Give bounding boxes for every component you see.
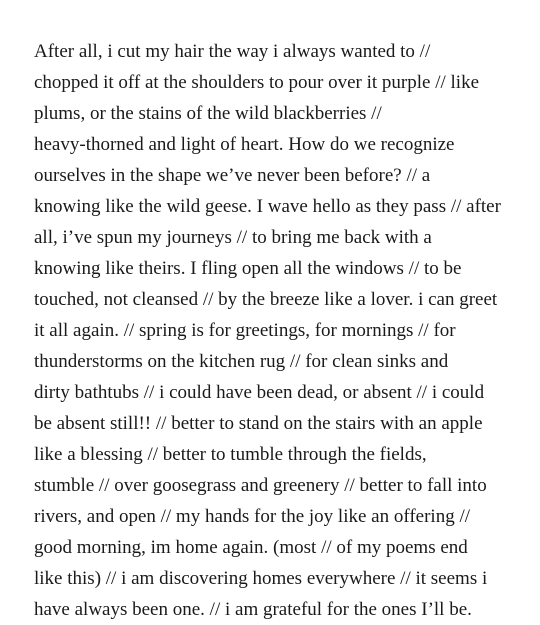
poem-line: have always been one. // i am grateful for the ones I’ll be. (34, 599, 472, 620)
poem-line: stumble // over goosegrass and greenery // better to fall into (34, 475, 487, 496)
poem-line: ourselves in the shape we’ve never been before? // a (34, 165, 431, 186)
poem-line: knowing like the wild geese. I wave hello as they pass // after (34, 196, 501, 217)
poem-line: all, i’ve spun my journeys // to bring me back with a (34, 227, 432, 248)
poem-line: thunderstorms on the kitchen rug // for clean sinks and (34, 351, 449, 372)
poem-line: like this) // i am discovering homes everywhere // it seems i (34, 568, 488, 589)
poem-line: plums, or the stains of the wild blackberries // (34, 103, 382, 124)
poem-line: be absent still!! // better to stand on the stairs with an apple (34, 413, 483, 434)
poem-line: like a blessing // better to tumble through the fields, (34, 444, 427, 465)
poem-line: knowing like theirs. I fling open all the windows // to be (34, 258, 462, 279)
poem-line: dirty bathtubs // i could have been dead, or absent // i could (34, 382, 485, 403)
poem-text-block (34, 36, 514, 625)
poem-line: chopped it off at the shoulders to pour over it purple // like (34, 72, 479, 93)
poem-line: rivers, and open // my hands for the joy like an offering // (34, 506, 471, 527)
poem-line: After all, i cut my hair the way i always wanted to // (34, 41, 431, 62)
poem-line: heavy-thorned and light of heart. How do we recognize (34, 134, 455, 155)
poem-line: good morning, im home again. (most // of my poems end (34, 537, 468, 558)
poem-line: it all again. // spring is for greetings, for mornings // for (34, 320, 456, 341)
poem-line: touched, not cleansed // by the breeze like a lover. i can greet (34, 289, 498, 310)
